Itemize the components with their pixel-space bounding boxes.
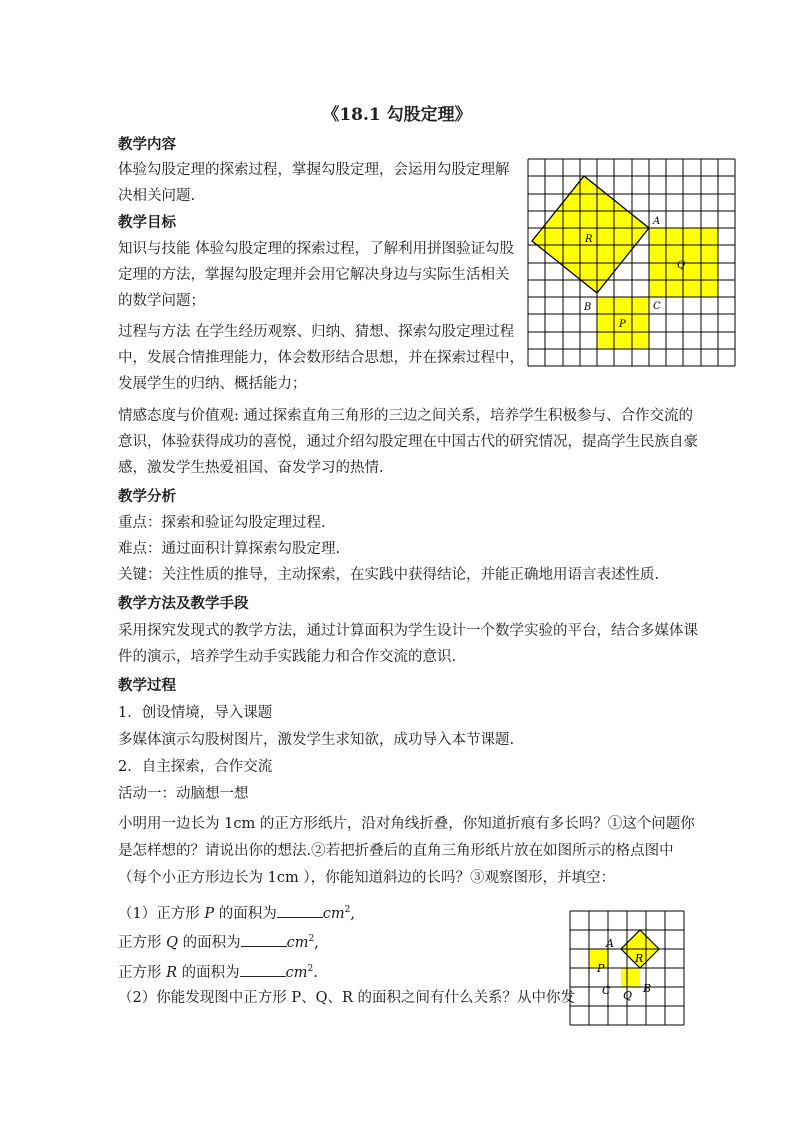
question-2-unit: cm xyxy=(286,934,309,951)
goals-line: 意识，体验获得成功的喜悦，通过介绍勾股定理在中国古代的研究情况，提高学生民族自豪 xyxy=(118,434,698,450)
small-grid-lines xyxy=(570,911,684,1025)
methods-line: 采用探究发现式的教学方法，通过计算面积为学生设计一个数学实验的平台，结合多媒体课 xyxy=(118,623,698,639)
small-square-q xyxy=(621,968,640,987)
analysis-line: 难点：通过面积计算探索勾股定理. xyxy=(118,541,341,557)
goals-heading: 教学目标 xyxy=(118,215,176,231)
question-1-var: P xyxy=(204,905,215,922)
question-1: （1）正方形 P 的面积为 $cm^2$, xyxy=(118,899,355,925)
analysis-line: 关键：关注性质的推导，主动探索，在实践中获得结论，并能正确地用语言表述性质. xyxy=(118,567,660,583)
goals-line: 定理的方法，掌握勾股定理并会用它解决身边与实际生活相关 xyxy=(118,267,510,283)
question-3-unit: cm xyxy=(285,964,308,981)
label-b: B xyxy=(584,302,592,313)
question-3-mid: 的面积为 xyxy=(177,964,240,981)
question-3: 正方形 R 的面积为 $cm^2$. xyxy=(118,958,318,984)
process-heading: 教学过程 xyxy=(118,678,176,694)
small-label-b: B xyxy=(643,982,652,995)
process-line: 活动一：动脑想一想 xyxy=(118,786,249,802)
question-2-prefix: 正方形 xyxy=(118,934,167,951)
content-line: 决相关问题. xyxy=(118,188,196,204)
process-line: 多媒体演示勾股树图片，激发学生求知欲，成功导入本节课题. xyxy=(118,732,515,748)
process-line: 是怎样想的？请说出你的想法.②若把折叠后的直角三角形纸片放在如图所示的格点图中 xyxy=(118,843,674,859)
content-line: 体验勾股定理的探索过程，掌握勾股定理，会运用勾股定理解 xyxy=(118,162,510,178)
goals-line: 中，发展合情推理能力，体会数形结合思想，并在探索过程中， xyxy=(118,350,524,366)
small-label-p: P xyxy=(597,962,605,975)
answer-blank-2[interactable] xyxy=(241,932,287,947)
question-1-mid: 的面积为 xyxy=(214,905,277,922)
methods-line: 件的演示，培养学生动手实践能力和合作交流的意识. xyxy=(118,649,457,665)
question-3-var: R xyxy=(166,964,178,981)
process-line: 小明用一边长为 1cm 的正方形纸片，沿对角线折叠，你知道折痕有多长吗？①这个问题你 xyxy=(118,816,695,832)
question-2-var: Q xyxy=(166,934,178,951)
process-line: 1．创设情境，导入课题 xyxy=(118,705,273,721)
answer-blank-1[interactable] xyxy=(277,903,323,918)
goals-line: 情感态度与价值观: 通过探索直角三角形的三边之间关系，培养学生积极参与、合作交流的 xyxy=(118,408,693,424)
label-c: C xyxy=(653,301,661,312)
label-p: P xyxy=(619,319,626,330)
process-line: （每个小正方形边长为 1cm ），你能知道斜边的长吗？③观察图形，并填空： xyxy=(118,870,616,886)
goals-line: 感，激发学生热爱祖国、奋发学习的热情. xyxy=(118,460,384,476)
grid-figure-1 xyxy=(527,158,737,368)
page-title: 《18.1 勾股定理》 xyxy=(322,105,472,125)
question-3-prefix: 正方形 xyxy=(118,964,167,981)
goals-line: 知识与技能 体验勾股定理的探索过程，了解利用拼图验证勾股 xyxy=(118,241,515,257)
small-label-c: C xyxy=(602,984,611,997)
question-4: （2）你能发现图中正方形 P、Q、R 的面积之间有什么关系？从中你发 xyxy=(118,990,576,1006)
question-2-mid: 的面积为 xyxy=(178,934,241,951)
grid-figure-2 xyxy=(569,910,689,1030)
question-1-unit: cm xyxy=(322,905,345,922)
small-label-r: R xyxy=(635,952,644,965)
question-2: 正方形 Q 的面积为 $cm^2$, xyxy=(118,928,319,954)
process-line: 2．自主探索，合作交流 xyxy=(118,759,273,775)
methods-heading: 教学方法及教学手段 xyxy=(118,596,249,612)
question-1-prefix: （1）正方形 xyxy=(118,905,205,922)
small-label-a: A xyxy=(606,937,614,950)
goals-line: 过程与方法 在学生经历观察、归纳、猜想、探索勾股定理过程 xyxy=(118,324,515,340)
label-r: R xyxy=(585,234,593,245)
goals-line: 发展学生的归纳、概括能力； xyxy=(118,376,307,392)
analysis-line: 重点：探索和验证勾股定理过程. xyxy=(118,515,326,531)
goals-line: 的数学问题； xyxy=(118,293,205,309)
content-heading: 教学内容 xyxy=(118,137,176,153)
label-q: Q xyxy=(677,260,686,271)
answer-blank-3[interactable] xyxy=(240,962,286,977)
small-label-q: Q xyxy=(623,989,633,1002)
label-a: A xyxy=(653,216,661,227)
analysis-heading: 教学分析 xyxy=(118,489,176,505)
